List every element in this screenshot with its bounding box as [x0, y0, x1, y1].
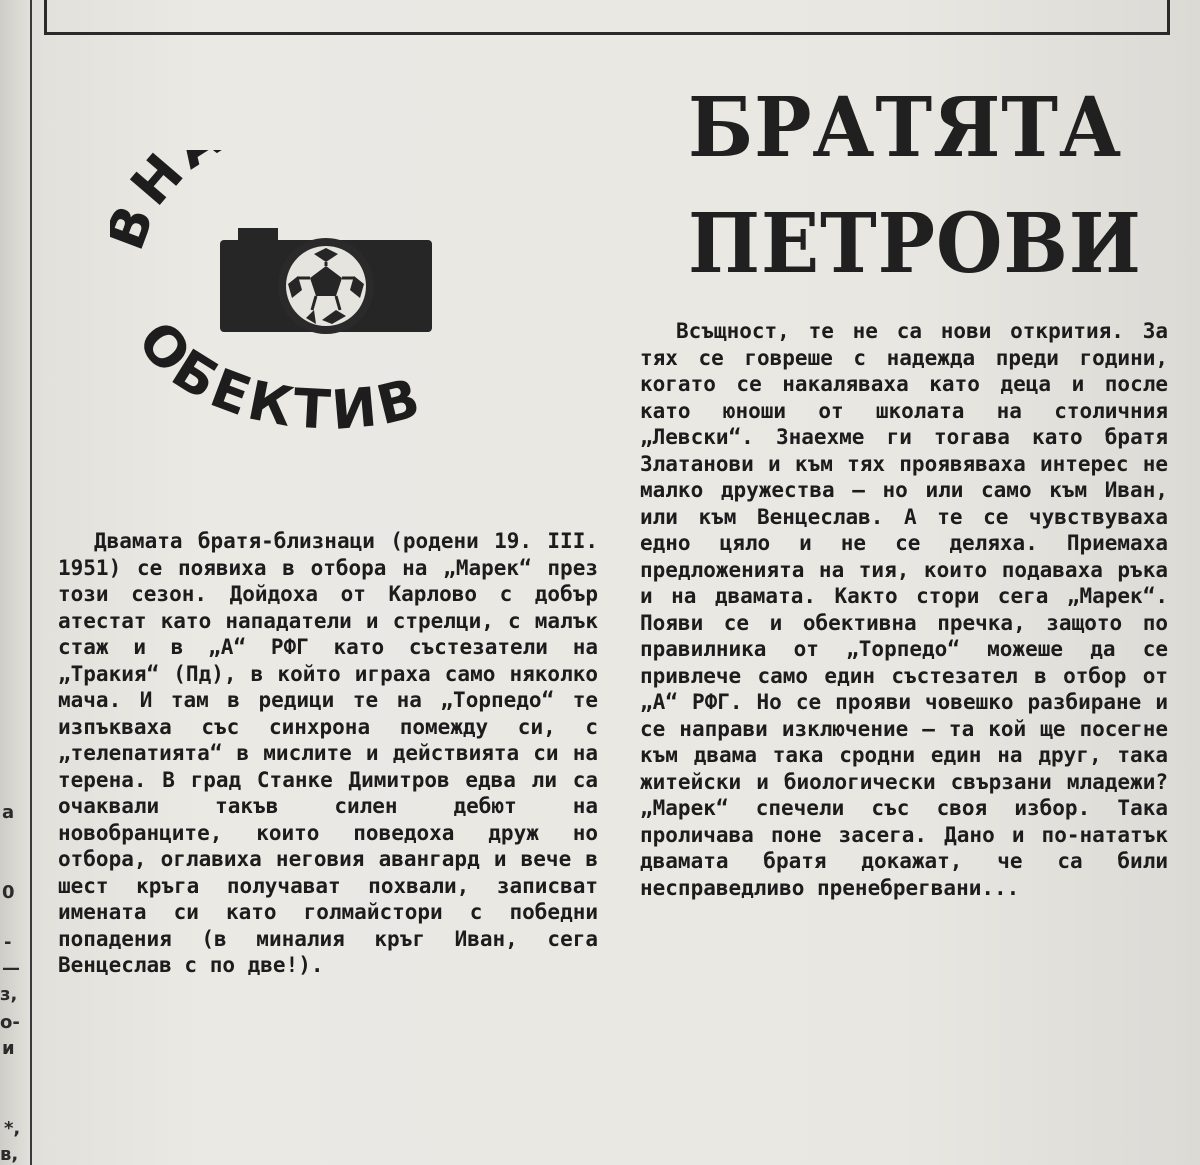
headline-line-2: ПЕТРОВИ	[688, 196, 1142, 292]
logo-bottom-text: ОБЕКТИВ	[125, 309, 430, 430]
margin-fragment: и	[2, 1038, 15, 1059]
margin-fragment: *,	[4, 1118, 21, 1139]
right-column-text	[640, 318, 1168, 901]
margin-fragment: —	[2, 958, 20, 979]
margin-fragment: 0	[2, 882, 15, 903]
headline-line-1: БРАТЯТА	[688, 80, 1122, 176]
top-frame-border	[44, 0, 1170, 35]
margin-fragment: о-	[0, 1012, 20, 1033]
article-headline	[688, 70, 1142, 302]
logo-graphic	[110, 150, 540, 430]
margin-fragment: а	[2, 802, 15, 823]
camera-with-football-icon	[220, 228, 432, 334]
margin-fragment: з,	[0, 984, 18, 1005]
column-rule	[30, 0, 32, 1165]
margin-fragment: -	[4, 932, 12, 953]
right-column-paragraph: Всъщност, те не са нови открития. За тях се говреше с надежда преди години, когато се накаляваха като деца и после като юноши от школата на столичния „Левски“. Знаехме ги тогава като братя Златанови и към тях проявяваха интерес не малко дружества — но или само към Иван, или към Венцеслав. А те се чувствуваха едно цяло и не се деляха. Приемаха предложенията на тия, които подаваха ръка и на двамата. Както стори сега „Марек“. Появи се и обективна пречка, защото по правилника от „Торпедо“ можеше да се привлече само един състезател в отбор от „А“ РФГ. Но се прояви човешко разбиране и се направи изключение — та кой ще посегне към двама така сродни един на друг, така житейски и биологически свързани младежи? „Марек“ спечели със своя избор. Така проличава поне засега. Дано и по-нататък двамата братя докажат, че са били несправедливо пренебрегвани...	[640, 319, 1168, 900]
margin-fragment: в,	[0, 1144, 19, 1165]
left-column-text	[58, 528, 598, 979]
left-column-paragraph: Двамата братя-близнаци (родени 19. III. 1951) се появиха в отбора на „Марек“ през този сезон. Дойдоха от Карлово с добър атестат като нападатели и стрелци, с малък стаж и в „А“ РФГ като състезатели на „Тракия“ (Пд), в който играха само няколко мача. И там в редици те на „Торпедо“ те изпъкваха със синхрона помежду си, с „телепатията“ в мислите и действията си на терена. В град Станке Димитров едва ли са очаквали такъв силен дебют на новобранците, които поведоха друж но отбора, оглавиха неговия авангард и вече в шест кръга получават похвали, записват имената си като голмайстори с победни попадения (в миналия кръг Иван, сега Венцеслав с по две!).	[58, 529, 598, 977]
in-our-lens-logo	[110, 150, 540, 430]
logo-top-text: Н	[118, 150, 200, 218]
